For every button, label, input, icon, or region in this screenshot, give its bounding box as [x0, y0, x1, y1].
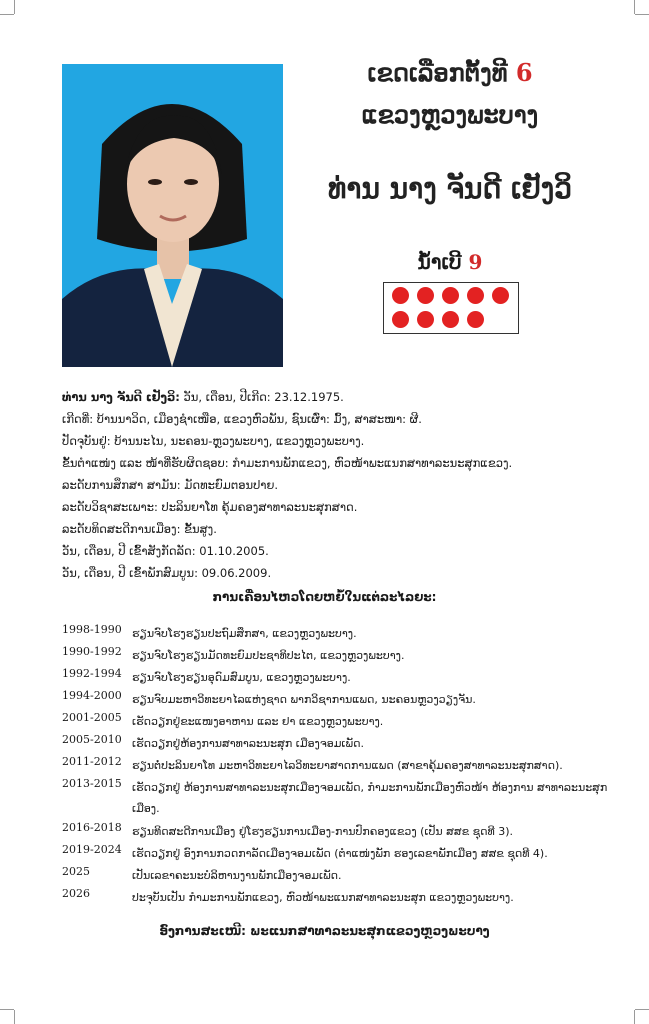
candidate-photo: [62, 64, 283, 367]
crop-mark: [0, 1009, 14, 1010]
timeline-years: 2001-2005: [62, 711, 122, 724]
crop-mark: [14, 0, 15, 14]
info-line: [62, 386, 622, 408]
ballot-number-label: ນໍ້າເບີ: [417, 250, 462, 274]
info-label: ທ່ານ ນາງ ຈັນດີ ເຢັງວິ:: [62, 390, 180, 404]
crop-mark: [635, 1009, 649, 1010]
ballot-dot: [392, 311, 409, 328]
ballot-dot: [417, 311, 434, 328]
info-text: ລະດັບການສຶກສາ ສາມັນ: ມັດທະຍົມຕອນປາຍ.: [62, 478, 279, 492]
ballot-dot: [442, 287, 459, 304]
ballot-dots-box: [383, 282, 519, 334]
info-text: ຂັ້ນຕຳແໜ່ງ ແລະ ໜ້າທີ່ຮັບຜິດຊອບ: ກຳມະການພັກແຂວງ, ຫົວໜ້າພະແນກສາທາລະນະສຸກແຂວງ.: [62, 456, 513, 470]
section-title: ການເຄື່ອນໄຫວໂດຍຫຍໍ້ໃນແຕ່ລະໄລຍະ:: [212, 590, 437, 604]
timeline-years: 2016-2018: [62, 821, 122, 834]
constituency-number: 6: [515, 58, 533, 87]
ballot-dot: [467, 311, 484, 328]
ballot-dot: [492, 287, 509, 304]
ballot-dot: [417, 287, 434, 304]
timeline-text: ຮຽນຈົບໂຮງຮຽນປະຖົມສຶກສາ, ແຂວງຫຼວງພະບາງ.: [132, 627, 357, 640]
timeline-years: 2025: [62, 865, 90, 878]
ballot-number-value: 9: [468, 250, 483, 274]
info-text: ວັນ, ເດືອນ, ປີເກີດ: 23.12.1975.: [179, 390, 344, 404]
info-line: [62, 474, 622, 496]
timeline-years: 2011-2012: [62, 755, 122, 768]
timeline-text: ເຮັດວຽກຢູ່ ຫ້ອງການສາທາລະນະສຸກເມືອງຈອມເພັດ, ກຳມະການພັກເມືອງຫົວໜ້າ ຫ້ອງການ ສາທາລະນະສຸກເມືອງ.: [132, 781, 608, 815]
timeline-text: ຮຽນຕໍ່ປະລິນຍາໂທ ມະຫາວິທະຍາໄລວິທະຍາສາດການແພດ (ສາຂາຄຸ້ມຄອງສາທາລະນະສຸກສາດ).: [132, 759, 563, 772]
timeline-years: 2005-2010: [62, 733, 122, 746]
timeline-text: ຮຽນຈົບໂຮງຮຽນອຸດົມສົມບູນ, ແຂວງຫຼວງພະບາງ.: [132, 671, 351, 684]
info-line: [62, 430, 622, 452]
timeline-years: 1990-1992: [62, 645, 122, 658]
constituency-label: ເຂດເລືອກຕັ້ງທີ: [367, 58, 508, 87]
info-line: [62, 496, 622, 518]
info-text: ລະດັບທິດສະດີການເມືອງ: ຂັ້ນສູງ.: [62, 522, 217, 536]
timeline-years: 2013-2015: [62, 777, 122, 790]
ballot-dot: [467, 287, 484, 304]
ballot-number: [300, 250, 600, 274]
timeline-text: ເປັນເລຂາຄະນະບໍລິຫານງານພັກເມືອງຈອມເພັດ.: [132, 869, 342, 882]
info-text: ວັນ, ເດືອນ, ປີ ເຂົ້າພັກສົມບູນ: 09.06.2009.: [62, 566, 272, 580]
crop-mark: [634, 1010, 635, 1024]
info-line: [62, 452, 622, 474]
crop-mark: [634, 0, 635, 14]
info-line: [62, 562, 622, 584]
timeline-years: 1994-2000: [62, 689, 122, 702]
crop-mark: [635, 14, 649, 15]
timeline-text: ປະຈຸບັນເປັນ ກຳມະການພັກແຂວງ, ຫົວໜ້າພະແນກສາທາລະນະສຸກ ແຂວງຫຼວງພະບາງ.: [132, 891, 514, 904]
timeline-text: ຮຽນຈົບມະຫາວິທະຍາໄລແຫ່ງຊາດ ພາກວິຊາການແພດ, ນະຄອນຫຼວງວຽງຈັນ.: [132, 693, 476, 706]
crop-mark: [0, 14, 14, 15]
timeline-years: 2019-2024: [62, 843, 122, 856]
info-text: ລະດັບວິຊາສະເພາະ: ປະລິນຍາໂທ ຄຸ້ມຄອງສາທາລະນະສຸກສາດ.: [62, 500, 358, 514]
constituency-title: [300, 58, 600, 87]
timeline-text: ເຮັດວຽກຢູ່ຫ້ອງການສາທາລະນະສຸກ ເມືອງຈອມເພັດ.: [132, 737, 364, 750]
crop-mark: [14, 1010, 15, 1024]
timeline-text: ເຮັດວຽກຢູ່ ອົງການກວດກາລັດເມືອງຈອມເພັດ (ຕຳແໜ່ງພັກ ຮອງເລຂາພັກເມືອງ ສສຂ ຊຸດທີ 4).: [132, 847, 548, 860]
info-line: [62, 408, 622, 430]
info-text: ເກີດທີ່: ບ້ານນາວິດ, ເມືອງຊຳເໜືອ, ແຂວງຫົວພັນ, ຊົນເຜົ່າ: ມົ້ງ, ສາສະໜາ: ຜີ.: [62, 412, 422, 426]
timeline-text: ຮຽນທິດສະດີການເມືອງ ຢູ່ໂຮງຮຽນການເມືອງ-ການປົກຄອງແຂວງ (ເປັນ ສສຂ ຊຸດທີ 3).: [132, 825, 514, 838]
info-line: [62, 518, 622, 540]
timeline-years: 2026: [62, 887, 90, 900]
ballot-dot: [392, 287, 409, 304]
candidate-name: ທ່ານ ນາງ ຈັນດີ ເຢັງວິ: [328, 172, 572, 205]
timeline-text: ເຮັດວຽກຢູ່ຂະແໜງອາຫານ ແລະ ຢາ ແຂວງຫຼວງພະບາງ.: [132, 715, 384, 728]
info-text: ປັດຈຸບັນຢູ່: ບ້ານນະໄນ, ນະຄອນ-ຫຼວງພະບາງ, ແຂວງຫຼວງພະບາງ.: [62, 434, 365, 448]
timeline-text: ຮຽນຈົບໂຮງຮຽນມັດທະຍົມປະຊາທິປະໄຕ, ແຂວງຫຼວງພະບາງ.: [132, 649, 405, 662]
info-text: ວັນ, ເດືອນ, ປີ ເຂົ້າສັງກັດລັດ: 01.10.2005.: [62, 544, 269, 558]
info-line: [62, 540, 622, 562]
ballot-dot: [442, 311, 459, 328]
footer-proposer: ອົງການສະເໜີ: ພະແນກສາທາລະນະສຸກແຂວງຫຼວງພະບາງ: [159, 924, 490, 938]
timeline-years: 1992-1994: [62, 667, 122, 680]
province-title: ແຂວງຫຼວງພະບາງ: [361, 100, 539, 129]
timeline-years: 1998-1990: [62, 623, 122, 636]
